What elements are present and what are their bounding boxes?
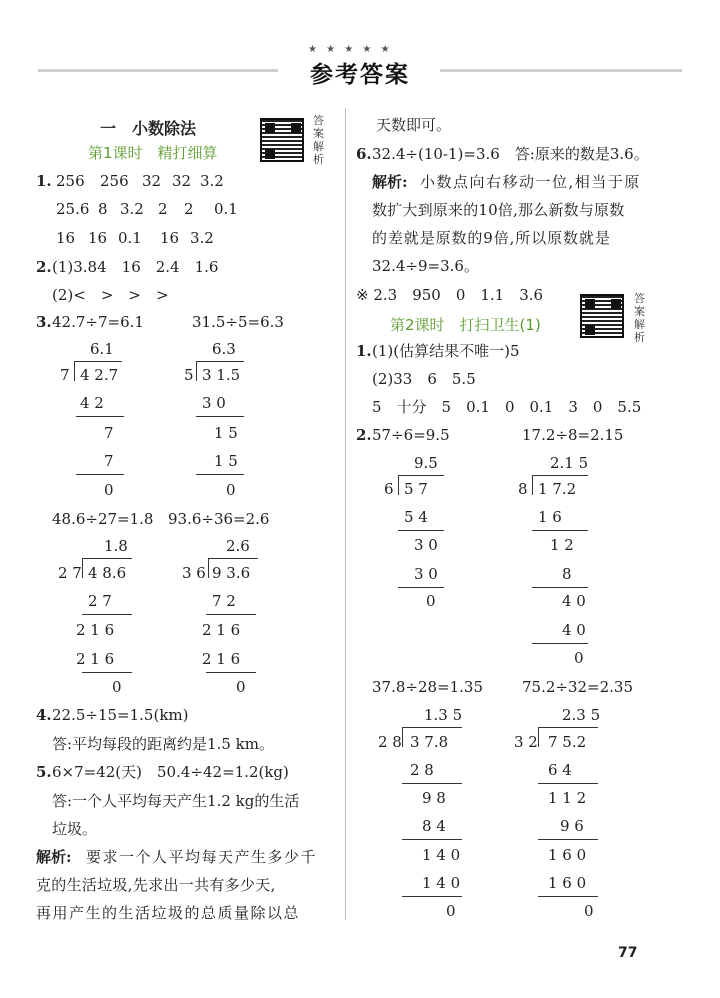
r-q1-line2: (2)33 6 5.5 [372, 370, 476, 388]
r-d4-remainder: 0 [584, 902, 594, 920]
q3-d1-bar [74, 361, 122, 362]
q3-d2-line [196, 474, 244, 475]
q1-r2-c: 3.2 [120, 200, 144, 218]
r-d2-step: 1 6 [538, 508, 562, 526]
q3-d3-quotient: 1.8 [104, 537, 128, 555]
q1-r2-d: 2 [158, 200, 168, 218]
q4-number: 4. [36, 706, 52, 724]
q1-r2-e: 2 [184, 200, 194, 218]
q1-r3-d: 16 [160, 229, 180, 247]
r-d4-step: 6 4 [548, 761, 572, 779]
q3-d4-line [206, 672, 256, 673]
r-d3-step: 8 4 [422, 817, 446, 835]
q3-d3-step: 2 1 6 [76, 650, 115, 668]
r-d4-line [538, 839, 598, 840]
q5-analysis-cont: 天数即可。 [376, 116, 452, 134]
r-d1-bracket [398, 475, 399, 495]
q3-d3-line [82, 672, 132, 673]
q1-r3-b: 16 [88, 229, 108, 247]
r-q2-eq3: 37.8÷28=1.35 [372, 678, 484, 696]
q3-d2-step: 1 5 [214, 452, 238, 470]
r-d1-line [398, 530, 444, 531]
r-d2-step: 1 2 [550, 536, 574, 554]
q4-answer: 答:平均每段的距离约是1.5 km。 [52, 735, 274, 753]
r-d4-line [538, 896, 598, 897]
r-q1-line3: 5 十分 5 0.1 0 0.1 3 0 5.5 [372, 398, 642, 416]
r-d2-step: 8 [562, 565, 572, 583]
q3-eq1: 42.7÷7=6.1 [52, 313, 144, 331]
r-d3-step: 9 8 [422, 789, 446, 807]
q6-analysis-4: 32.4÷9=3.6。 [372, 257, 479, 275]
q1-r1-b: 256 [100, 172, 129, 190]
q1-r3-c: 0.1 [118, 229, 142, 247]
r-d3-bar [402, 727, 462, 728]
r-d1-step: 3 0 [414, 565, 438, 583]
r-d4-dividend: 7 5.2 [548, 733, 587, 751]
r-d1-step: 5 4 [404, 508, 428, 526]
qr-code-icon[interactable] [260, 118, 304, 162]
q3-d3-step: 2 1 6 [76, 621, 115, 639]
q3-d3-line [82, 614, 132, 615]
page-number: 77 [618, 945, 638, 961]
qr-caption: 答案解析 [634, 292, 645, 344]
q3-d4-bracket [208, 558, 209, 578]
q6-analysis-2: 数扩大到原来的10倍,那么新数与原数 [372, 201, 625, 219]
rating-stars: ★ ★ ★ ★ ★ [308, 44, 393, 55]
r-d3-bracket [402, 727, 403, 747]
r-d3-remainder: 0 [446, 902, 456, 920]
q2-line1: (1)3.84 16 2.4 1.6 [52, 258, 219, 276]
q3-eq2: 31.5÷5=6.3 [192, 313, 284, 331]
r-d3-step: 2 8 [410, 761, 434, 779]
q6-analysis-3: 的差就是原数的9倍,所以原数就是 [372, 229, 611, 247]
q3-eq4: 93.6÷36=2.6 [168, 510, 270, 528]
q3-d1-dividend: 4 2.7 [80, 366, 119, 384]
r-d3-step: 1 4 0 [422, 846, 461, 864]
q1-r3-a: 16 [56, 229, 76, 247]
r-d2-step: 4 0 [562, 621, 586, 639]
r-d3-divisor: 2 8 [378, 733, 402, 751]
q3-d4-dividend: 9 3.6 [212, 564, 251, 582]
r-d3-step: 1 4 0 [422, 874, 461, 892]
r-d2-remainder: 0 [574, 649, 584, 667]
extra-answers: ※ 2.3 950 0 1.1 3.6 [356, 286, 544, 304]
q3-d4-step: 2 1 6 [202, 621, 241, 639]
r-d4-step: 1 6 0 [548, 846, 587, 864]
r-d2-bracket [532, 475, 533, 495]
r-d2-line [532, 530, 588, 531]
r-q2-number: 2. [356, 426, 372, 444]
q3-d4-line [206, 614, 256, 615]
q1-r1-e: 3.2 [200, 172, 224, 190]
q5-analysis-3: 再用产生的生活垃圾的总质量除以总 [36, 904, 301, 922]
r-d3-line [402, 896, 462, 897]
q1-r1-c: 32 [142, 172, 162, 190]
qr-code-icon[interactable] [580, 294, 624, 338]
r-d4-divisor: 3 2 [514, 733, 538, 751]
r-d2-line [532, 587, 588, 588]
q3-number: 3. [36, 313, 52, 331]
r-q1-line1: (1)(估算结果不唯一)5 [372, 342, 520, 360]
q3-d2-step: 1 5 [214, 424, 238, 442]
q5-number: 5. [36, 763, 52, 781]
r-d4-step: 9 6 [560, 817, 584, 835]
r-d4-step: 1 6 0 [548, 874, 587, 892]
q1-r2-b: 8 [98, 200, 108, 218]
q3-d2-remainder: 0 [226, 481, 236, 499]
q3-d2-bar [196, 361, 244, 362]
r-d1-line [398, 587, 444, 588]
q5-answer-2: 垃圾。 [52, 820, 98, 838]
q3-d4-bar [208, 558, 258, 559]
q5-analysis-label: 解析: [36, 848, 72, 866]
r-d3-dividend: 3 7.8 [410, 733, 449, 751]
q3-d3-step: 2 7 [88, 592, 112, 610]
page-title: 参考答案 [310, 62, 410, 88]
q6-analysis-label: 解析: [372, 173, 408, 191]
q1-r2-f: 0.1 [214, 200, 238, 218]
q3-d1-step: 7 [104, 452, 114, 470]
q3-d3-dividend: 4 8.6 [88, 564, 127, 582]
q3-d2-divisor: 5 [184, 366, 194, 384]
q3-d4-divisor: 3 6 [182, 564, 206, 582]
q3-d2-bracket [196, 361, 197, 381]
r-d4-line [538, 783, 598, 784]
r-q2-eq1: 57÷6=9.5 [372, 426, 450, 444]
r-d1-divisor: 6 [384, 480, 394, 498]
q5-analysis-1: 要求一个人平均每天产生多少千 [86, 848, 318, 866]
q5-analysis-2: 克的生活垃圾,先求出一共有多少天, [36, 876, 276, 894]
q3-d2-line [196, 416, 244, 417]
q3-d1-divisor: 7 [60, 366, 70, 384]
q5-answer-1: 答:一个人平均每天产生1.2 kg的生活 [52, 792, 300, 810]
r-q2-eq4: 75.2÷32=2.35 [522, 678, 634, 696]
q3-d1-line [76, 416, 124, 417]
r-d1-remainder: 0 [426, 592, 436, 610]
r-d4-bar [538, 727, 598, 728]
lesson-title-1: 第1课时 精打细算 [88, 144, 218, 162]
q3-d4-remainder: 0 [236, 678, 246, 696]
r-d1-step: 3 0 [414, 536, 438, 554]
q2-number: 2. [36, 258, 52, 276]
q1-number: 1. [36, 172, 52, 190]
r-d1-quotient: 9.5 [414, 454, 438, 472]
r-d4-step: 1 1 2 [548, 789, 587, 807]
q3-d3-remainder: 0 [112, 678, 122, 696]
q4-equation: 22.5÷15=1.5(km) [52, 706, 189, 724]
r-d4-bracket [538, 727, 539, 747]
q3-d1-remainder: 0 [104, 481, 114, 499]
q3-eq3: 48.6÷27=1.8 [52, 510, 154, 528]
q6-equation: 32.4÷(10-1)=3.6 答:原来的数是3.6。 [372, 145, 649, 163]
r-d3-line [402, 783, 462, 784]
r-d2-line [532, 643, 588, 644]
q3-d3-bracket [82, 558, 83, 578]
q3-d1-line [76, 474, 124, 475]
q1-r3-e: 3.2 [190, 229, 214, 247]
q3-d2-quotient: 6.3 [212, 340, 236, 358]
r-d3-line [402, 839, 462, 840]
r-q1-number: 1. [356, 342, 372, 360]
q3-d1-step: 4 2 [80, 394, 104, 412]
r-q2-eq2: 17.2÷8=2.15 [522, 426, 624, 444]
q1-r2-a: 25.6 [56, 200, 90, 218]
unit-title: 一 小数除法 [100, 119, 197, 138]
r-d2-step: 4 0 [562, 592, 586, 610]
r-d2-dividend: 1 7.2 [538, 480, 577, 498]
r-d4-quotient: 2.3 5 [562, 706, 601, 724]
q3-d1-step: 7 [104, 424, 114, 442]
q1-r1-d: 32 [172, 172, 192, 190]
q3-d2-step: 3 0 [202, 394, 226, 412]
q2-line2: (2)< > > > [52, 286, 169, 304]
qr-caption: 答案解析 [313, 114, 324, 166]
r-d1-dividend: 5 7 [404, 480, 428, 498]
r-d2-quotient: 2.1 5 [550, 454, 589, 472]
lesson-title-2: 第2课时 打扫卫生(1) [390, 316, 541, 334]
q3-d1-bracket [74, 361, 75, 381]
q1-r1-a: 256 [56, 172, 85, 190]
column-divider [345, 108, 346, 920]
r-d3-quotient: 1.3 5 [424, 706, 463, 724]
q3-d3-bar [82, 558, 132, 559]
q5-equation: 6×7=42(天) 50.4÷42=1.2(kg) [52, 763, 289, 781]
r-d2-bar [532, 475, 588, 476]
r-d1-bar [398, 475, 444, 476]
q3-d1-quotient: 6.1 [90, 340, 114, 358]
q3-d2-dividend: 3 1.5 [202, 366, 241, 384]
q3-d3-divisor: 2 7 [58, 564, 82, 582]
q6-analysis-1: 小数点向右移动一位,相当于原 [420, 173, 641, 191]
q3-d4-step: 7 2 [212, 592, 236, 610]
q3-d4-quotient: 2.6 [226, 537, 250, 555]
q3-d4-step: 2 1 6 [202, 650, 241, 668]
r-d2-divisor: 8 [518, 480, 528, 498]
q6-number: 6. [356, 145, 372, 163]
